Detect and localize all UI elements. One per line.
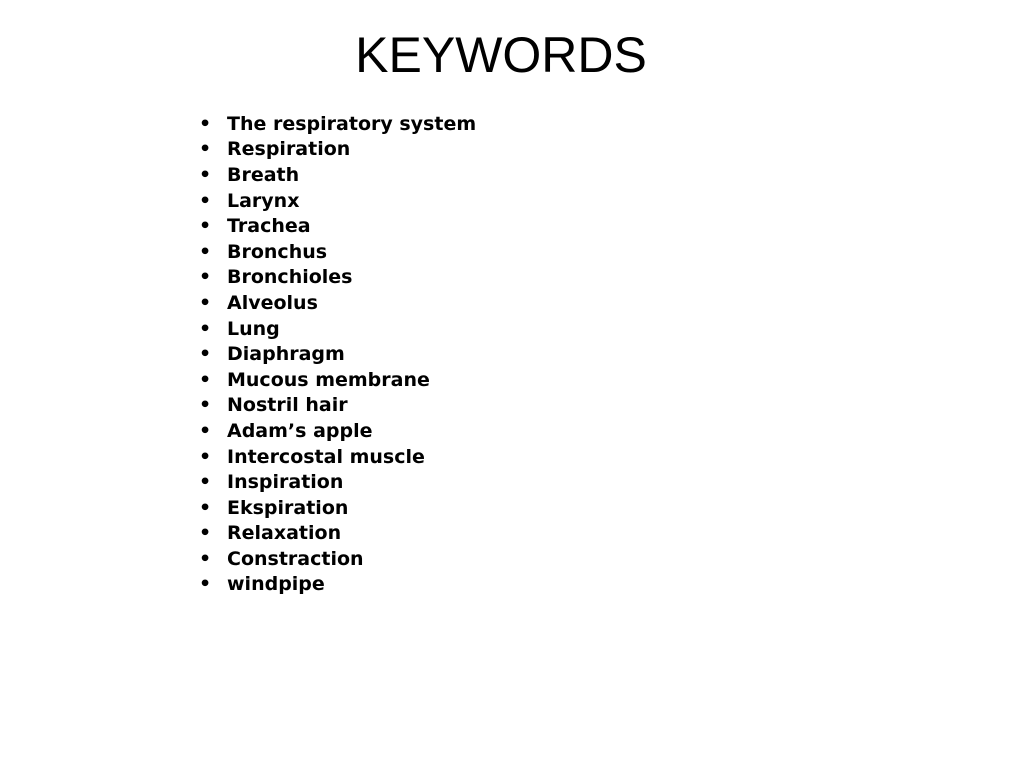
keyword-item bbox=[199, 341, 476, 367]
bullet-icon: • bbox=[199, 215, 212, 238]
keyword-label: Intercostal muscle bbox=[227, 445, 425, 468]
keyword-item bbox=[199, 393, 476, 419]
keyword-label: Breath bbox=[227, 163, 300, 186]
bullet-icon: • bbox=[199, 547, 212, 570]
keyword-label: Constraction bbox=[227, 547, 364, 570]
keyword-item bbox=[199, 521, 476, 547]
keyword-item bbox=[199, 239, 476, 265]
keyword-item bbox=[199, 572, 476, 598]
keyword-item bbox=[199, 495, 476, 521]
keyword-item bbox=[199, 111, 476, 137]
keyword-item bbox=[199, 444, 476, 470]
keyword-item bbox=[199, 290, 476, 316]
bullet-icon: • bbox=[199, 163, 212, 186]
bullet-icon: • bbox=[199, 394, 212, 417]
keyword-label: Inspiration bbox=[227, 471, 344, 494]
bullet-icon: • bbox=[199, 445, 212, 468]
bullet-icon: • bbox=[199, 317, 212, 340]
keyword-label: Alveolus bbox=[227, 291, 318, 314]
keyword-item bbox=[199, 213, 476, 239]
bullet-icon: • bbox=[199, 496, 212, 519]
keyword-item bbox=[199, 188, 476, 214]
keyword-label: Mucous membrane bbox=[227, 368, 430, 391]
keyword-label: Ekspiration bbox=[227, 496, 349, 519]
bullet-icon: • bbox=[199, 522, 212, 545]
keyword-label: Adam’s apple bbox=[227, 419, 373, 442]
bullet-icon: • bbox=[199, 343, 212, 366]
keyword-label: Bronchioles bbox=[227, 266, 353, 289]
keyword-label: Diaphragm bbox=[227, 343, 345, 366]
keyword-item bbox=[199, 418, 476, 444]
keyword-label: Trachea bbox=[227, 215, 311, 238]
keyword-label: Bronchus bbox=[227, 240, 328, 263]
bullet-icon: • bbox=[199, 291, 212, 314]
bullet-icon: • bbox=[199, 573, 212, 596]
keyword-item bbox=[199, 546, 476, 572]
keyword-label: Relaxation bbox=[227, 522, 342, 545]
keyword-item bbox=[199, 137, 476, 163]
keyword-list bbox=[199, 111, 476, 597]
keyword-item bbox=[199, 316, 476, 342]
keyword-label: windpipe bbox=[227, 573, 325, 596]
keyword-item bbox=[199, 367, 476, 393]
keyword-label: Nostril hair bbox=[227, 394, 348, 417]
keyword-label: Lung bbox=[227, 317, 280, 340]
bullet-icon: • bbox=[199, 266, 212, 289]
keyword-label: The respiratory system bbox=[227, 112, 477, 135]
keyword-label: Larynx bbox=[227, 189, 300, 212]
bullet-icon: • bbox=[199, 419, 212, 442]
bullet-icon: • bbox=[199, 138, 212, 161]
keyword-item bbox=[199, 162, 476, 188]
bullet-icon: • bbox=[199, 368, 212, 391]
bullet-icon: • bbox=[199, 189, 212, 212]
bullet-icon: • bbox=[199, 471, 212, 494]
keyword-label: Respiration bbox=[227, 138, 351, 161]
keyword-item bbox=[199, 265, 476, 291]
keyword-item bbox=[199, 469, 476, 495]
bullet-icon: • bbox=[199, 112, 212, 135]
bullet-icon: • bbox=[199, 240, 212, 263]
slide-title: KEYWORDS bbox=[355, 27, 647, 83]
